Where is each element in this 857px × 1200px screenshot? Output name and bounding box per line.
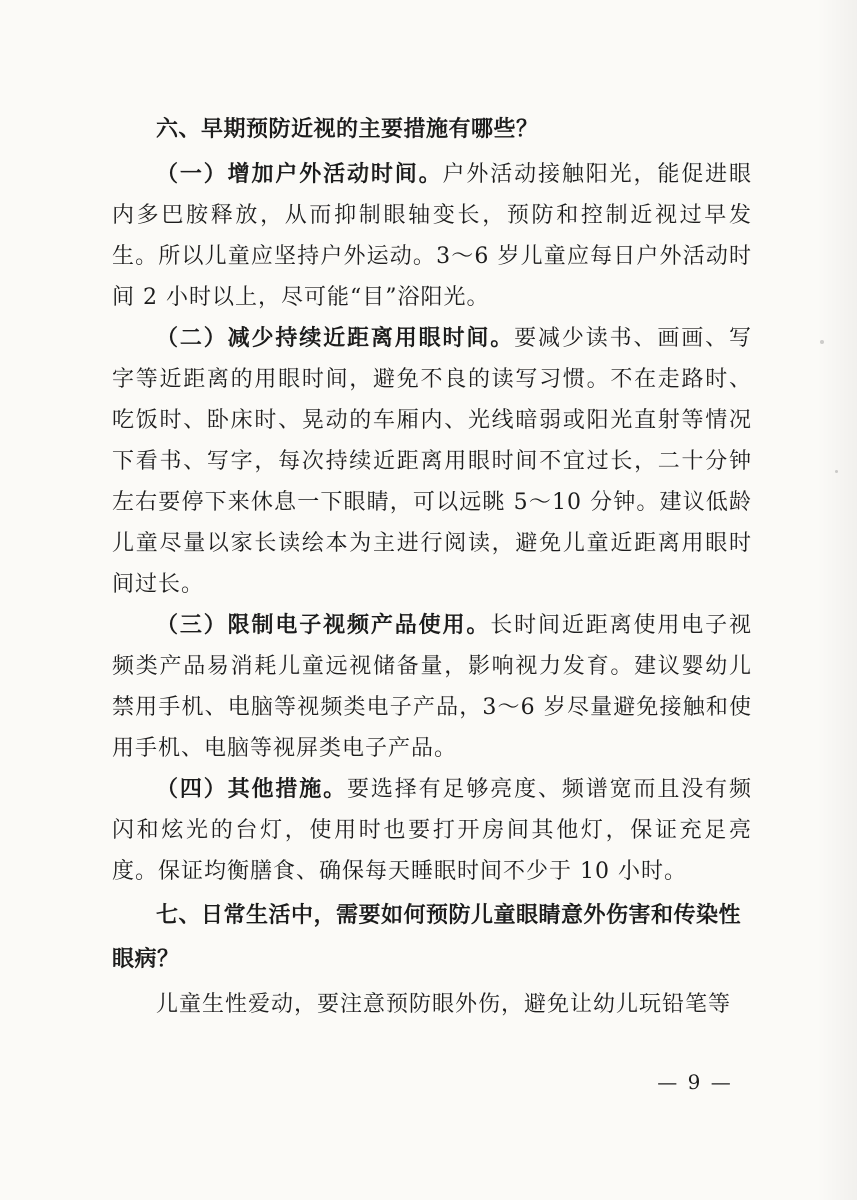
paragraph-lead: （三）限制电子视频产品使用。	[156, 613, 491, 638]
paragraph-body: 儿童生性爱动，要注意预防眼外伤，避免让幼儿玩铅笔等	[156, 992, 732, 1017]
section-heading-seven: 七、日常生活中，需要如何预防儿童眼睛意外伤害和传染性眼病？	[112, 903, 742, 972]
paragraph-lead: （一）增加户外活动时间。	[156, 162, 443, 187]
scan-edge-shadow	[817, 0, 857, 1200]
paragraph-reduce-near-work	[112, 318, 752, 605]
paragraph-outdoor-activity	[112, 154, 752, 318]
paragraph-body: 要减少读书、画画、写字等近距离的用眼时间，避免不良的读写习惯。不在走路时、吃饭时、卧床时、晃动的车厢内、光线暗弱或阳光直射等情况下看书、写字，每次持续近距离用眼时间不宜过长，二十分钟左右要停下来休息一下眼睛，可以远眺 5～10 分钟。建议低龄儿童尽量以家长读绘本为主进行阅读，避免儿童近距离用眼时间过长。	[112, 326, 752, 597]
page-content	[112, 108, 752, 1025]
paragraph-limit-screens	[112, 605, 752, 769]
scan-speck	[820, 340, 824, 344]
scan-speck	[835, 470, 838, 473]
paragraph-injury-prevention	[112, 984, 752, 1025]
paragraph-body: 要选择有足够亮度、频谱宽而且没有频闪和炫光的台灯，使用时也要打开房间其他灯，保证充足亮度。保证均衡膳食、确保每天睡眠时间不少于 10 小时。	[112, 777, 752, 884]
paragraph-lead: （四）其他措施。	[156, 777, 347, 802]
paragraph-body: 长时间近距离使用电子视频类产品易消耗儿童远视储备量，影响视力发育。建议婴幼儿禁用手机、电脑等视频类电子产品，3～6 岁尽量避免接触和使用手机、电脑等视屏类电子产品。	[112, 613, 752, 761]
paragraph-other-measures	[112, 769, 752, 892]
section-heading-six: 六、早期预防近视的主要措施有哪些？	[156, 117, 539, 142]
paragraph-lead: （二）减少持续近距离用眼时间。	[156, 326, 515, 351]
paragraph-body: 户外活动接触阳光，能促进眼内多巴胺释放，从而抑制眼轴变长，预防和控制近视过早发生。所以儿童应坚持户外运动。3～6 岁儿童应每日户外活动时间 2 小时以上，尽可能“目”浴阳光。	[112, 162, 752, 310]
page-number: — 9 —	[657, 1070, 733, 1094]
